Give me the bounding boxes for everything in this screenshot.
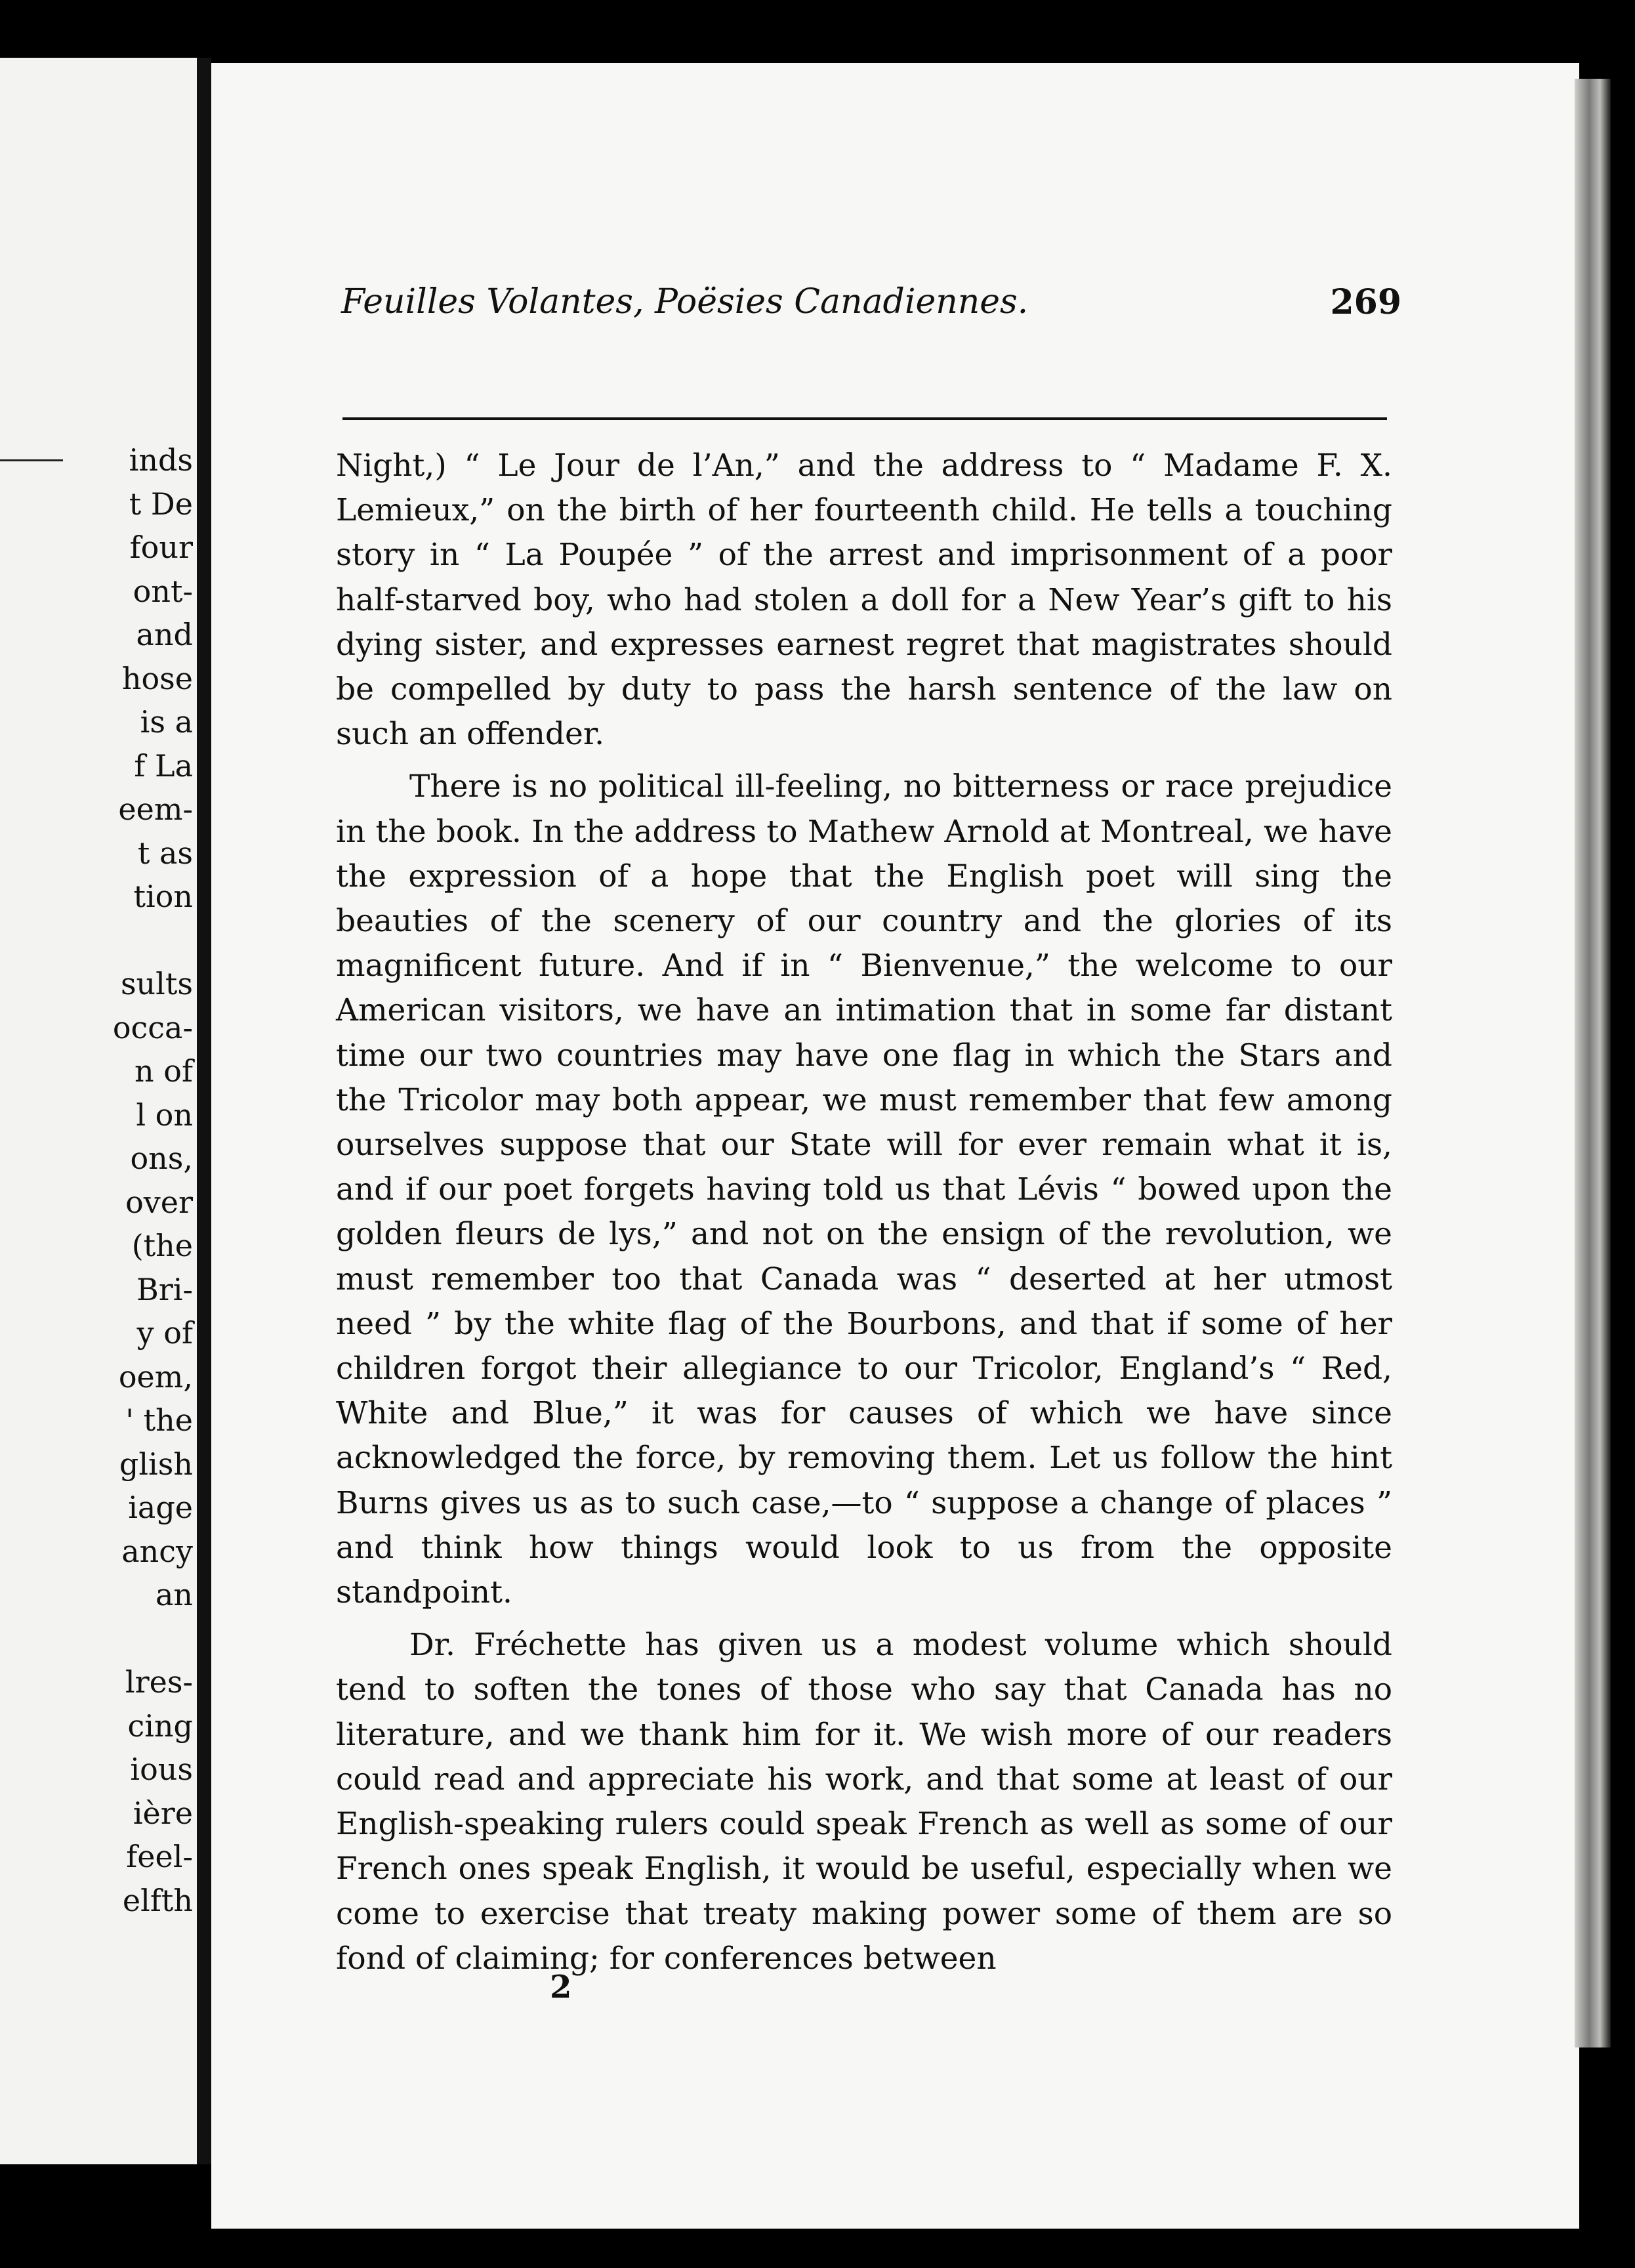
left-page-fragment: ière	[133, 1795, 193, 1831]
left-page-fragment: ancy	[121, 1533, 193, 1569]
signature-mark: 2	[550, 1969, 572, 2006]
page-stack-edge	[1575, 79, 1611, 2048]
left-page-fragment: cing	[127, 1708, 193, 1744]
left-page-fragment: inds	[129, 442, 193, 478]
left-page-fragment: y of	[136, 1315, 193, 1351]
left-page-fragment: l on	[136, 1097, 193, 1133]
left-page-fragment: ons,	[130, 1141, 193, 1176]
left-page-rule	[0, 459, 63, 461]
left-page-fragment: sults	[120, 966, 193, 1001]
left-page-fragment: is a	[140, 704, 193, 740]
left-page-fragment: (the	[131, 1228, 193, 1263]
body-text	[336, 444, 1392, 1981]
paragraph: Night,) “ Le Jour de l’An,” and the address to “ Madame F. X. Lemieux,” on the birth of her fourteenth child. He tells a touching story in “ La Poupée ” of the arrest and imprisonment of a poor half-starved boy, who had stolen a doll for a New Year’s gift to his dying sister, and expresses earnest regret that magistrates should be compelled by duty to pass the harsh sentence of the law on such an offender.	[336, 448, 1392, 753]
book-gutter	[197, 58, 211, 2164]
running-title: Feuilles Volantes, Poësies Canadiennes.	[341, 282, 1029, 322]
left-page-fragment: glish	[119, 1446, 193, 1482]
paragraph: There is no political ill-feeling, no bitterness or race prejudice in the book. In the address to Mathew Arnold at Montreal, we have the expression of a hope that the English poet will sing the beauties of the scenery of our country and the glories of its magnificent future. And if in “ Bienvenue,” the welcome to our American visitors, we have an intimation that in some far distant time our two countries may have one flag in which the Stars and the Tricolor may both appear, we must remember that few among ourselves suppose that our State will for ever remain what it is, and if our poet forgets having told us that Lévis “ bowed upon the golden fleurs de lys,” and not on the ensign of the revolution, we must remember too that Canada was “ deserted at her utmost need ” by the white flag of the Bourbons, and that if some of her children forgot their allegiance to our Tricolor, England’s “ Red, White and Blue,” it was for causes of which we have since acknowledged the force, by removing them. Let us follow the hint Burns gives us as to such case,—to “ suppose a change of places ” and think how things would look to us from the opposite standpoint.	[336, 768, 1392, 1611]
left-page-fragment: t De	[129, 486, 193, 522]
left-page-fragment: ont-	[133, 573, 193, 609]
left-page-fragment: t as	[137, 835, 193, 871]
left-page-fragment: hose	[121, 660, 193, 696]
running-head	[341, 282, 1401, 335]
left-page-fragment: Bri-	[136, 1271, 193, 1307]
left-page-fragment: an	[155, 1577, 193, 1612]
left-page-fragment: tion	[133, 879, 193, 914]
left-page-fragment: oem,	[118, 1358, 193, 1395]
header-rule	[342, 417, 1387, 420]
left-page-fragment: n of	[135, 1053, 193, 1089]
left-page-fragment: iage	[128, 1490, 193, 1525]
left-page-fragment: and	[136, 617, 193, 652]
left-page-edge	[0, 58, 197, 2164]
left-page-fragment: over	[125, 1184, 193, 1220]
left-page-fragment: elfth	[122, 1882, 193, 1918]
left-page-fragment: occa-	[112, 1009, 193, 1045]
left-page-fragment: four	[129, 530, 193, 565]
left-page-fragment: ious	[130, 1752, 193, 1787]
left-page-fragment: lres-	[125, 1664, 193, 1700]
paragraph: Dr. Fréchette has given us a modest volume which should tend to soften the tones of those who say that Canada has no literature, and we thank him for it. We wish more of our readers could read and appreciate his work, and that some at least of our English-speaking rulers could speak French as well as some of our French ones speak English, it would be useful, especially when we come to exercise that treaty making power some of them are so fond of claiming; for conferences between	[336, 1627, 1392, 1977]
left-page-fragment: ' the	[125, 1402, 193, 1438]
left-page-fragment: eem-	[118, 791, 193, 827]
page-number: 269	[1330, 282, 1401, 322]
left-page-fragment: feel-	[126, 1839, 193, 1874]
left-page-fragment: f La	[134, 747, 193, 784]
